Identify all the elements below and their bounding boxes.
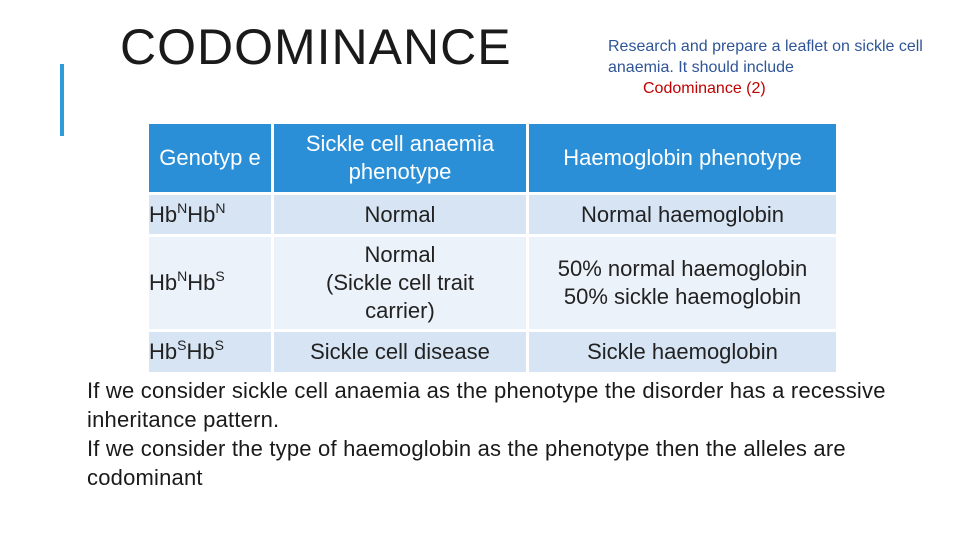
assignment-note-marks: Codominance (2) [643,80,766,97]
header-sickle-phenotype: Sickle cell anaemia phenotype [273,123,528,194]
haemoglobin-cell: Normal haemoglobin [528,194,838,236]
genotype-cell: $Hb^NHb^N$ [148,194,273,236]
table-row [148,236,838,331]
header-haemoglobin-phenotype: Haemoglobin phenotype [528,123,838,194]
explanation-paragraph-codominant: If we consider the type of haemoglobin as the phenotype then the alleles are codominant [87,436,846,490]
table-header-row [148,123,838,194]
phenotype-cell: Normal [273,194,528,236]
assignment-note-text: Research and prepare a leaflet on sickle cell anaemia. It should include [608,38,923,76]
table-row [148,194,838,236]
explanation-paragraph-recessive: If we consider sickle cell anaemia as the phenotype the disorder has a recessive inheritance pattern. [87,378,886,432]
genotype-cell: $Hb^SHb^S$ [148,331,273,374]
haemoglobin-cell: Sickle haemoglobin [528,331,838,374]
phenotype-cell: Sickle cell disease [273,331,528,374]
genotype-phenotype-table [146,121,839,375]
assignment-note [608,36,948,99]
explanation-text [87,376,907,492]
genotype-cell: $Hb^NHb^S$ [148,236,273,331]
haemoglobin-cell: 50% normal haemoglobin 50% sickle haemoglobin [528,236,838,331]
slide-title: CODOMINANCE [120,19,512,75]
header-genotype: Genotyp e [148,123,273,194]
accent-bar [60,64,64,136]
phenotype-cell: Normal (Sickle cell trait carrier) [273,236,528,331]
table-row [148,331,838,374]
